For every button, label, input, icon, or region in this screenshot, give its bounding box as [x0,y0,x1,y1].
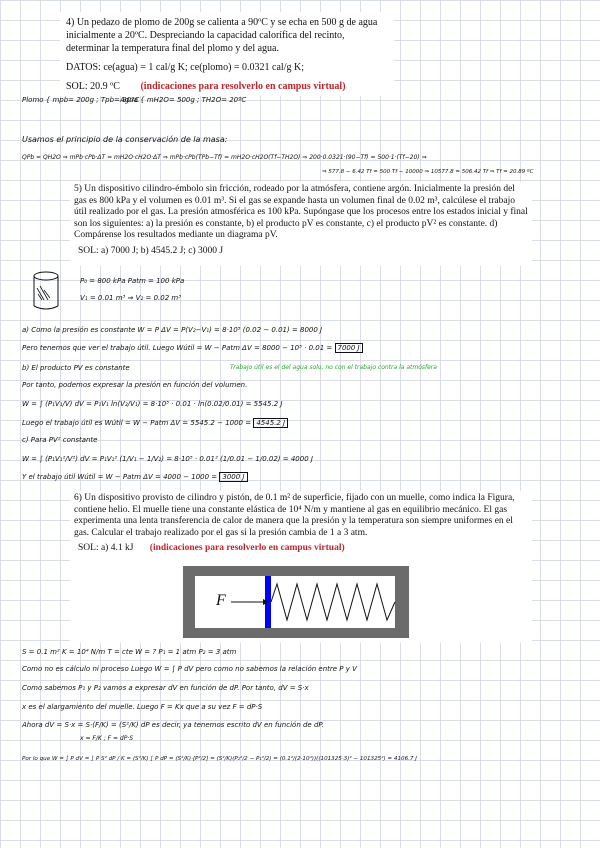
hw5-a1: a) Como la presión es constante W = P ΔV = P(V₂−V₁) = 8·10⁵ (0.02 − 0.01) = 8000 J [22,326,323,334]
problem-4-statement: 4) Un pedazo de plomo de 200g se calienta a 90ºC y se echa en 500 g de agua inicialmente a 20ºC. Despreciando la capacidad calorífica del recinto, determinar la temperatura final del plomo y del agua. [66,17,378,54]
hw6-given: S = 0.1 m² K = 10⁴ N/m T = cte W = ? P₁ = 1 atm P₂ = 3 atm [22,648,237,656]
hw5-b4-result: 4545.2 J [253,418,288,428]
problem-4-solution: SOL: 20.9 ºC [66,81,120,92]
problem-4-solution-line [66,80,388,93]
hw5-c3-result: 3000 J [219,472,247,482]
problem-6-hint-link[interactable]: (indicaciones para resolverlo en campus virtual) [149,543,345,553]
hw5-b3: W = ∫ (P₁V₁/V) dV = P₁V₁ ln(V₂/V₁) = 8·10⁵ · 0.01 · ln(0.02/0.01) = 5545.2 J [22,400,283,408]
hw4-agua: Agua { mH2O= 500g ; TH2O= 20ºC [120,96,247,104]
hw5-c3-line [22,473,248,481]
problem-4-data: DATOS: ce(agua) = 1 cal/g K; ce(plomo) = 0.0321 cal/g K; [66,62,304,73]
problem-5-statement: 5) Un dispositivo cilindro-émbolo sin fricción, rodeado por la atmósfera, contiene argón. Inicialmente la presión del gas es 800 kPa y el volumen es 0.01 m³. Si el gas se expande hasta un volumen final de 0.02 m³, calcúlese el trabajo útil realizado por el gas. La presión atmosférica es 100 kPa. Supóngase que los procesos entre los estados inicial y final son los siguientes: a) la presión es constante, b) el producto pV es constante, c) el producto pV² es constante. d) Compárense los resultados mediante un diagrama pV. [74,184,528,240]
hw5-b-note: Trabajo útil es el del agua solo, no con el trabajo contra la atmósfera [230,364,437,371]
hw5-given-2: V₁ = 0.01 m³ ⇒ V₂ = 0.02 m³ [80,294,182,302]
hw5-given-1: P₀ = 800 kPa Patm = 100 kPa [80,277,185,285]
hw5-c2: W = ∫ (P₁V₁²/V²) dV = P₁V₁² (1/V₁ − 1/V₂) = 8·10⁵ · 0.01² (1/0.01 − 1/0.02) = 4000 J [22,455,313,463]
hw4-plomo: Plomo { mpb= 200g ; Tpb= 90ºC [22,96,140,104]
hw5-b4-line [22,419,288,427]
hw6-l1: Como no es cálculo ni proceso Luego W = ∫ P dV pero como no sabemos la relación entre P y V [22,665,357,673]
hw5-a2-result: 7000 J [335,343,363,353]
hw6-l3: x es el alargamiento del muelle. Luego F = Kx que a su vez F = dP·S [22,703,263,711]
hw5-c1: c) Para PV² constante [22,436,98,444]
cylinder-sketch [28,270,68,312]
problem-6-statement: 6) Un dispositivo provisto de cilindro y pistón, de 0.1 m² de superficie, fijado con un muelle, como indica la Figura, contiene helio. El muelle tiene una constante elástica de 10⁴ N/m y mantiene al gas en equilibrio mecánico. El gas experimenta una lenta transferencia de calor de manera que la presión y la temperatura son siempre uniformes en el gas. Calcular el trabajo realizado por el gas si la presión cambia de 1 a 3 atm. [74,493,515,538]
hw6-l2: Como sabemos P₁ y P₂ vamos a expresar dV en función de dP. Por tanto, dV = S·x [22,684,309,692]
hw4-eq1: QPb = QH2O ⇒ mPb·cPb·ΔT = mH2O·cH2O·ΔT ⇒ mPb·cPb(TPb−Tf) = mH2O·cH2O(Tf−TH2O) ⇒ 200·0.0321·(90−Tf) = 500·1·(Tf−20) ⇒ [22,154,427,161]
problem-5-solution: SOL: a) 7000 J; b) 4545.2 J; c) 3000 J [78,245,224,256]
problem-6-solution-line [78,543,528,555]
problem-4-box [60,12,394,96]
problem-4-hint-link[interactable]: (indicaciones para resolverlo en campus virtual) [140,81,346,92]
hw5-b2: Por tanto, podemos expresar la presión en función del volumen. [22,381,248,389]
force-label: F [216,592,226,609]
hw5-b4: Luego el trabajo útil es Wútil = W − Patm ΔV = 5545.2 − 1000 = [22,419,252,427]
hw4-principle: Usamos el principio de la conservación de la masa: [22,135,228,144]
hw5-a2: Pero tenemos que ver el trabajo útil. Luego Wútil = W − Patm ΔV = 8000 − 10⁵ · 0.01 = [22,344,333,352]
hw6-l5: Por lo que W = ∫ P dV = ∫ P S² dP / K = (S²/K) ∫ P dP = (S²/K)·[P²/2] = (S²/K)(P₂²/2 − P₁²/2) = (0.1²/(2·10⁴))((101325·3)² − 101325²) = 4106.7 J [22,756,417,762]
problem-6-solution: SOL: a) 4.1 kJ [78,543,134,553]
problem-5-box [70,182,532,266]
hw4-eq2: ⇒ 577.8 − 6.42 Tf = 500 Tf − 10000 ⇒ 10577.8 = 506.42 Tf ⇒ Tf = 20.89 ºC [322,169,534,175]
hw5-c3: Y el trabajo útil Wútil = W − Patm ΔV = 4000 − 1000 = [22,473,218,481]
hw5-a2-line [22,344,363,352]
hw6-l4: Ahora dV = S·x = S·(F/K) = (S²/K) dP es decir, ya tenemos escrito dV en función de dP. [22,721,324,729]
hw6-l4b: x = F/K ; F = dP·S [80,735,134,742]
hw5-b1: b) El producto PV es constante [22,364,130,372]
